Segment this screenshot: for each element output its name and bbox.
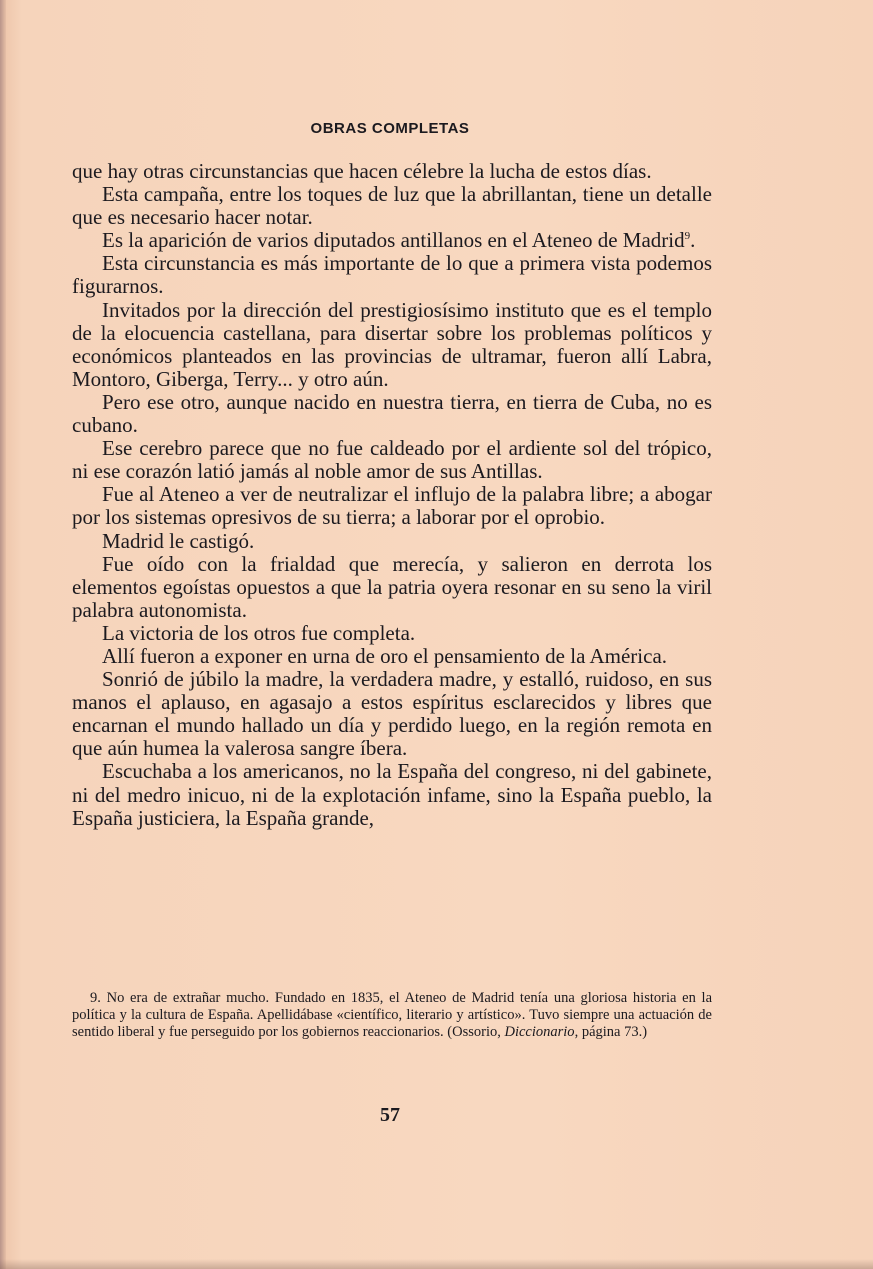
paragraph: Allí fueron a exponer en urna de oro el pensamiento de la América. bbox=[102, 643, 668, 668]
footnote bbox=[72, 990, 712, 1041]
footnote-text: No era de extrañar mucho. Fundado en 1835, el Ateneo de Madrid tenía una gloriosa historia en la política y la cultura de España. Apellidábase «científico, literario y artístico». Tuvo siempre una actuación de sentido liberal y fue perseguido por los gobiernos reaccionarios. (Ossorio, bbox=[72, 990, 713, 1040]
footnote-italic-title: Diccionario bbox=[504, 1024, 575, 1040]
paragraph: Esta campaña, entre los toques de luz que la abrillantan, tiene un detalle que es necesario hacer notar. bbox=[72, 182, 712, 230]
paragraph-text: Es la aparición de varios diputados antillanos en el Ateneo de Madrid bbox=[102, 228, 685, 253]
paragraph: Fue al Ateneo a ver de neutralizar el influjo de la palabra libre; a abogar por los sistemas opresivos de su tierra; a laborar por el oprobio. bbox=[72, 482, 712, 530]
paragraph: Pero ese otro, aunque nacido en nuestra tierra, en tierra de Cuba, no es cubano. bbox=[72, 389, 712, 438]
paragraph: Invitados por la dirección del prestigiosísimo instituto que es el templo de la elocuencia castellana, para disertar sobre los problemas políticos y económicos planteados en las provincias de ultramar, fueron allí Labra, Montoro, Giberga, Terry... y otro aún. bbox=[72, 297, 712, 391]
paragraph: Fue oído con la frialdad que merecía, y salieron en derrota los elementos egoístas opuestos a que la patria oyera resonar en su seno la viril palabra autonomista. bbox=[72, 551, 712, 622]
paragraph: Ese cerebro parece que no fue caldeado por el ardiente sol del trópico, ni ese corazón latió jamás al noble amor de sus Antillas. bbox=[72, 436, 712, 484]
running-head: OBRAS COMPLETAS bbox=[310, 120, 470, 137]
body-text bbox=[72, 160, 712, 830]
paragraph: Esta circunstancia es más importante de lo que a primera vista podemos figurarnos. bbox=[72, 251, 712, 299]
footnote-number: 9. bbox=[90, 990, 101, 1006]
footnote-tail: , página 73.) bbox=[574, 1024, 648, 1040]
paragraph: que hay otras circunstancias que hacen célebre la lucha de estos días. bbox=[72, 159, 652, 183]
paragraph-period: . bbox=[690, 228, 696, 253]
page-number: 57 bbox=[380, 1104, 400, 1126]
paragraph: Escuchaba a los americanos, no la España del congreso, ni del gabinete, ni del medro inicuo, ni de la explotación infame, sino la España pueblo, la España justiciera, la España grande, bbox=[72, 759, 712, 830]
footnote-reference: 9 bbox=[684, 230, 691, 243]
paragraph bbox=[72, 229, 712, 252]
paragraph: Sonrió de júbilo la madre, la verdadera madre, y estalló, ruidoso, en sus manos el aplauso, en agasajo a estos espíritus esclarecidos y libres que encarnan el mundo hallado un día y perdido luego, en la región remota en que aún humea la valerosa sangre íbera. bbox=[72, 667, 712, 761]
paragraph: Madrid le castigó. bbox=[102, 528, 255, 553]
paragraph: La victoria de los otros fue completa. bbox=[102, 620, 416, 645]
